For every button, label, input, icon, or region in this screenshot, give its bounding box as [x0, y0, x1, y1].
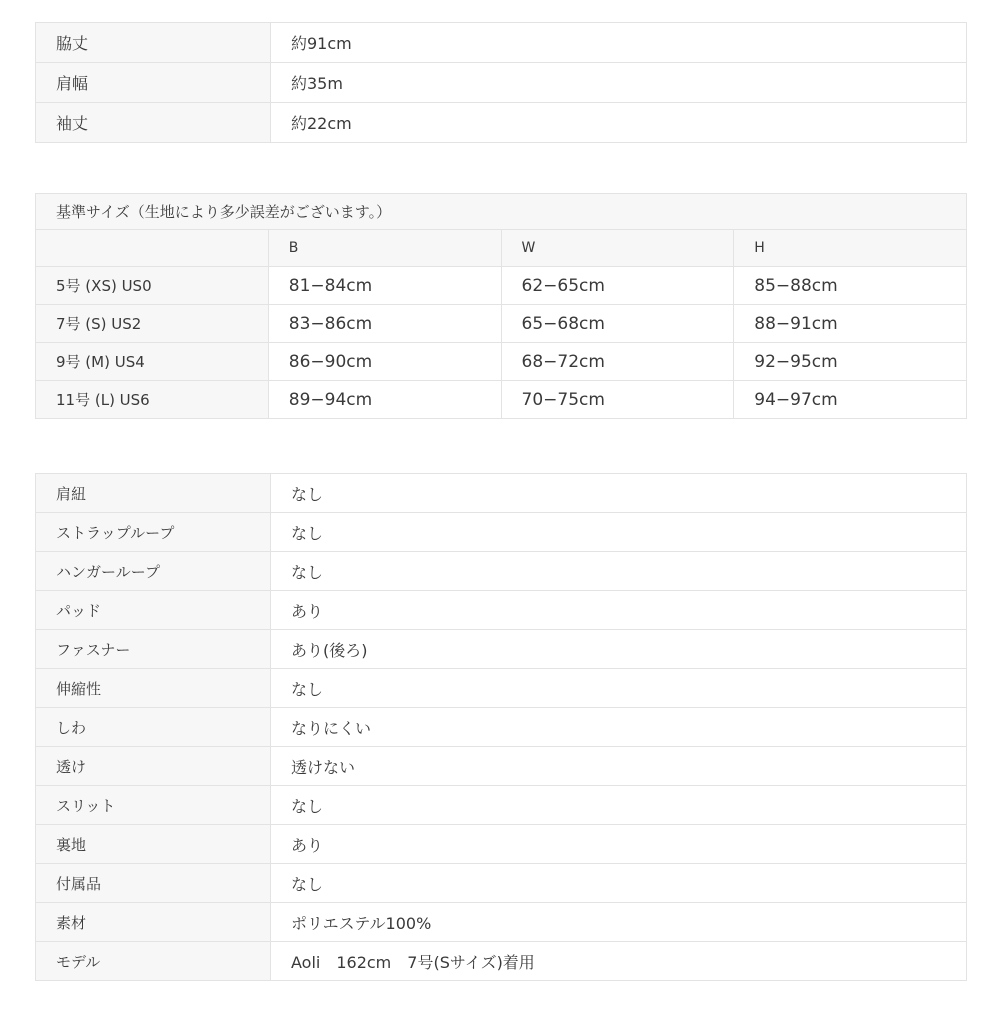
spec-value: なし	[271, 552, 967, 591]
spec-row	[36, 474, 967, 513]
spec-label: ファスナー	[36, 630, 271, 669]
measurement-row	[36, 103, 967, 143]
size-row-value: 81−84cm	[268, 267, 501, 305]
size-chart-row	[36, 305, 967, 343]
spec-value: 透けない	[271, 747, 967, 786]
spec-table	[35, 473, 967, 981]
measurement-value: 約91cm	[271, 23, 967, 63]
size-row-value: 89−94cm	[268, 381, 501, 419]
size-row-value: 83−86cm	[268, 305, 501, 343]
spec-row	[36, 864, 967, 903]
spec-row	[36, 747, 967, 786]
size-row-label: 7号 (S) US2	[36, 305, 269, 343]
measurements-table	[35, 22, 967, 143]
spec-value: なし	[271, 669, 967, 708]
spec-label: ハンガーループ	[36, 552, 271, 591]
spec-value: なし	[271, 786, 967, 825]
measurement-label: 脇丈	[36, 23, 271, 63]
spec-label: スリット	[36, 786, 271, 825]
measurement-label: 肩幅	[36, 63, 271, 103]
size-row-label: 9号 (M) US4	[36, 343, 269, 381]
product-size-detail-section	[35, 22, 967, 981]
size-row-label: 5号 (XS) US0	[36, 267, 269, 305]
spec-value: なりにくい	[271, 708, 967, 747]
size-row-value: 92−95cm	[734, 343, 967, 381]
spec-value: Aoli 162cm 7号(Sサイズ)着用	[271, 942, 967, 981]
spec-value: ポリエステル100%	[271, 903, 967, 942]
measurements-table-body	[36, 23, 967, 143]
size-chart-column-w: W	[501, 230, 734, 267]
size-chart-row	[36, 381, 967, 419]
spec-label: パッド	[36, 591, 271, 630]
spec-value: なし	[271, 864, 967, 903]
spec-table-body	[36, 474, 967, 981]
measurement-row	[36, 23, 967, 63]
spec-label: 裏地	[36, 825, 271, 864]
size-chart-row	[36, 267, 967, 305]
size-row-label: 11号 (L) US6	[36, 381, 269, 419]
spec-label: モデル	[36, 942, 271, 981]
size-chart-table	[35, 193, 967, 419]
size-row-value: 65−68cm	[501, 305, 734, 343]
spec-row	[36, 552, 967, 591]
spec-value: あり	[271, 591, 967, 630]
spec-value: あり(後ろ)	[271, 630, 967, 669]
spec-row	[36, 825, 967, 864]
measurement-value: 約35m	[271, 63, 967, 103]
size-chart-column-h: H	[734, 230, 967, 267]
size-chart-table-body	[36, 194, 967, 419]
size-row-value: 86−90cm	[268, 343, 501, 381]
size-chart-title-row	[36, 194, 967, 230]
size-chart-title: 基準サイズ（生地により多少誤差がございます。）	[36, 194, 967, 230]
size-row-value: 62−65cm	[501, 267, 734, 305]
spec-row	[36, 591, 967, 630]
size-chart-row	[36, 343, 967, 381]
spec-label: 肩紐	[36, 474, 271, 513]
spec-row	[36, 669, 967, 708]
spec-label: 素材	[36, 903, 271, 942]
spec-label: 伸縮性	[36, 669, 271, 708]
size-row-value: 88−91cm	[734, 305, 967, 343]
spec-row	[36, 708, 967, 747]
size-row-value: 94−97cm	[734, 381, 967, 419]
size-row-value: 85−88cm	[734, 267, 967, 305]
spec-row	[36, 903, 967, 942]
spec-label: 透け	[36, 747, 271, 786]
spec-value: あり	[271, 825, 967, 864]
spec-value: なし	[271, 474, 967, 513]
spec-row	[36, 942, 967, 981]
measurement-label: 袖丈	[36, 103, 271, 143]
size-chart-corner-cell	[36, 230, 269, 267]
measurement-row	[36, 63, 967, 103]
size-row-value: 68−72cm	[501, 343, 734, 381]
spec-row	[36, 630, 967, 669]
spec-row	[36, 513, 967, 552]
measurement-value: 約22cm	[271, 103, 967, 143]
spec-label: しわ	[36, 708, 271, 747]
size-chart-column-b: B	[268, 230, 501, 267]
size-row-value: 70−75cm	[501, 381, 734, 419]
spec-label: ストラップループ	[36, 513, 271, 552]
spec-row	[36, 786, 967, 825]
spec-value: なし	[271, 513, 967, 552]
size-chart-header-row	[36, 230, 967, 267]
spec-label: 付属品	[36, 864, 271, 903]
